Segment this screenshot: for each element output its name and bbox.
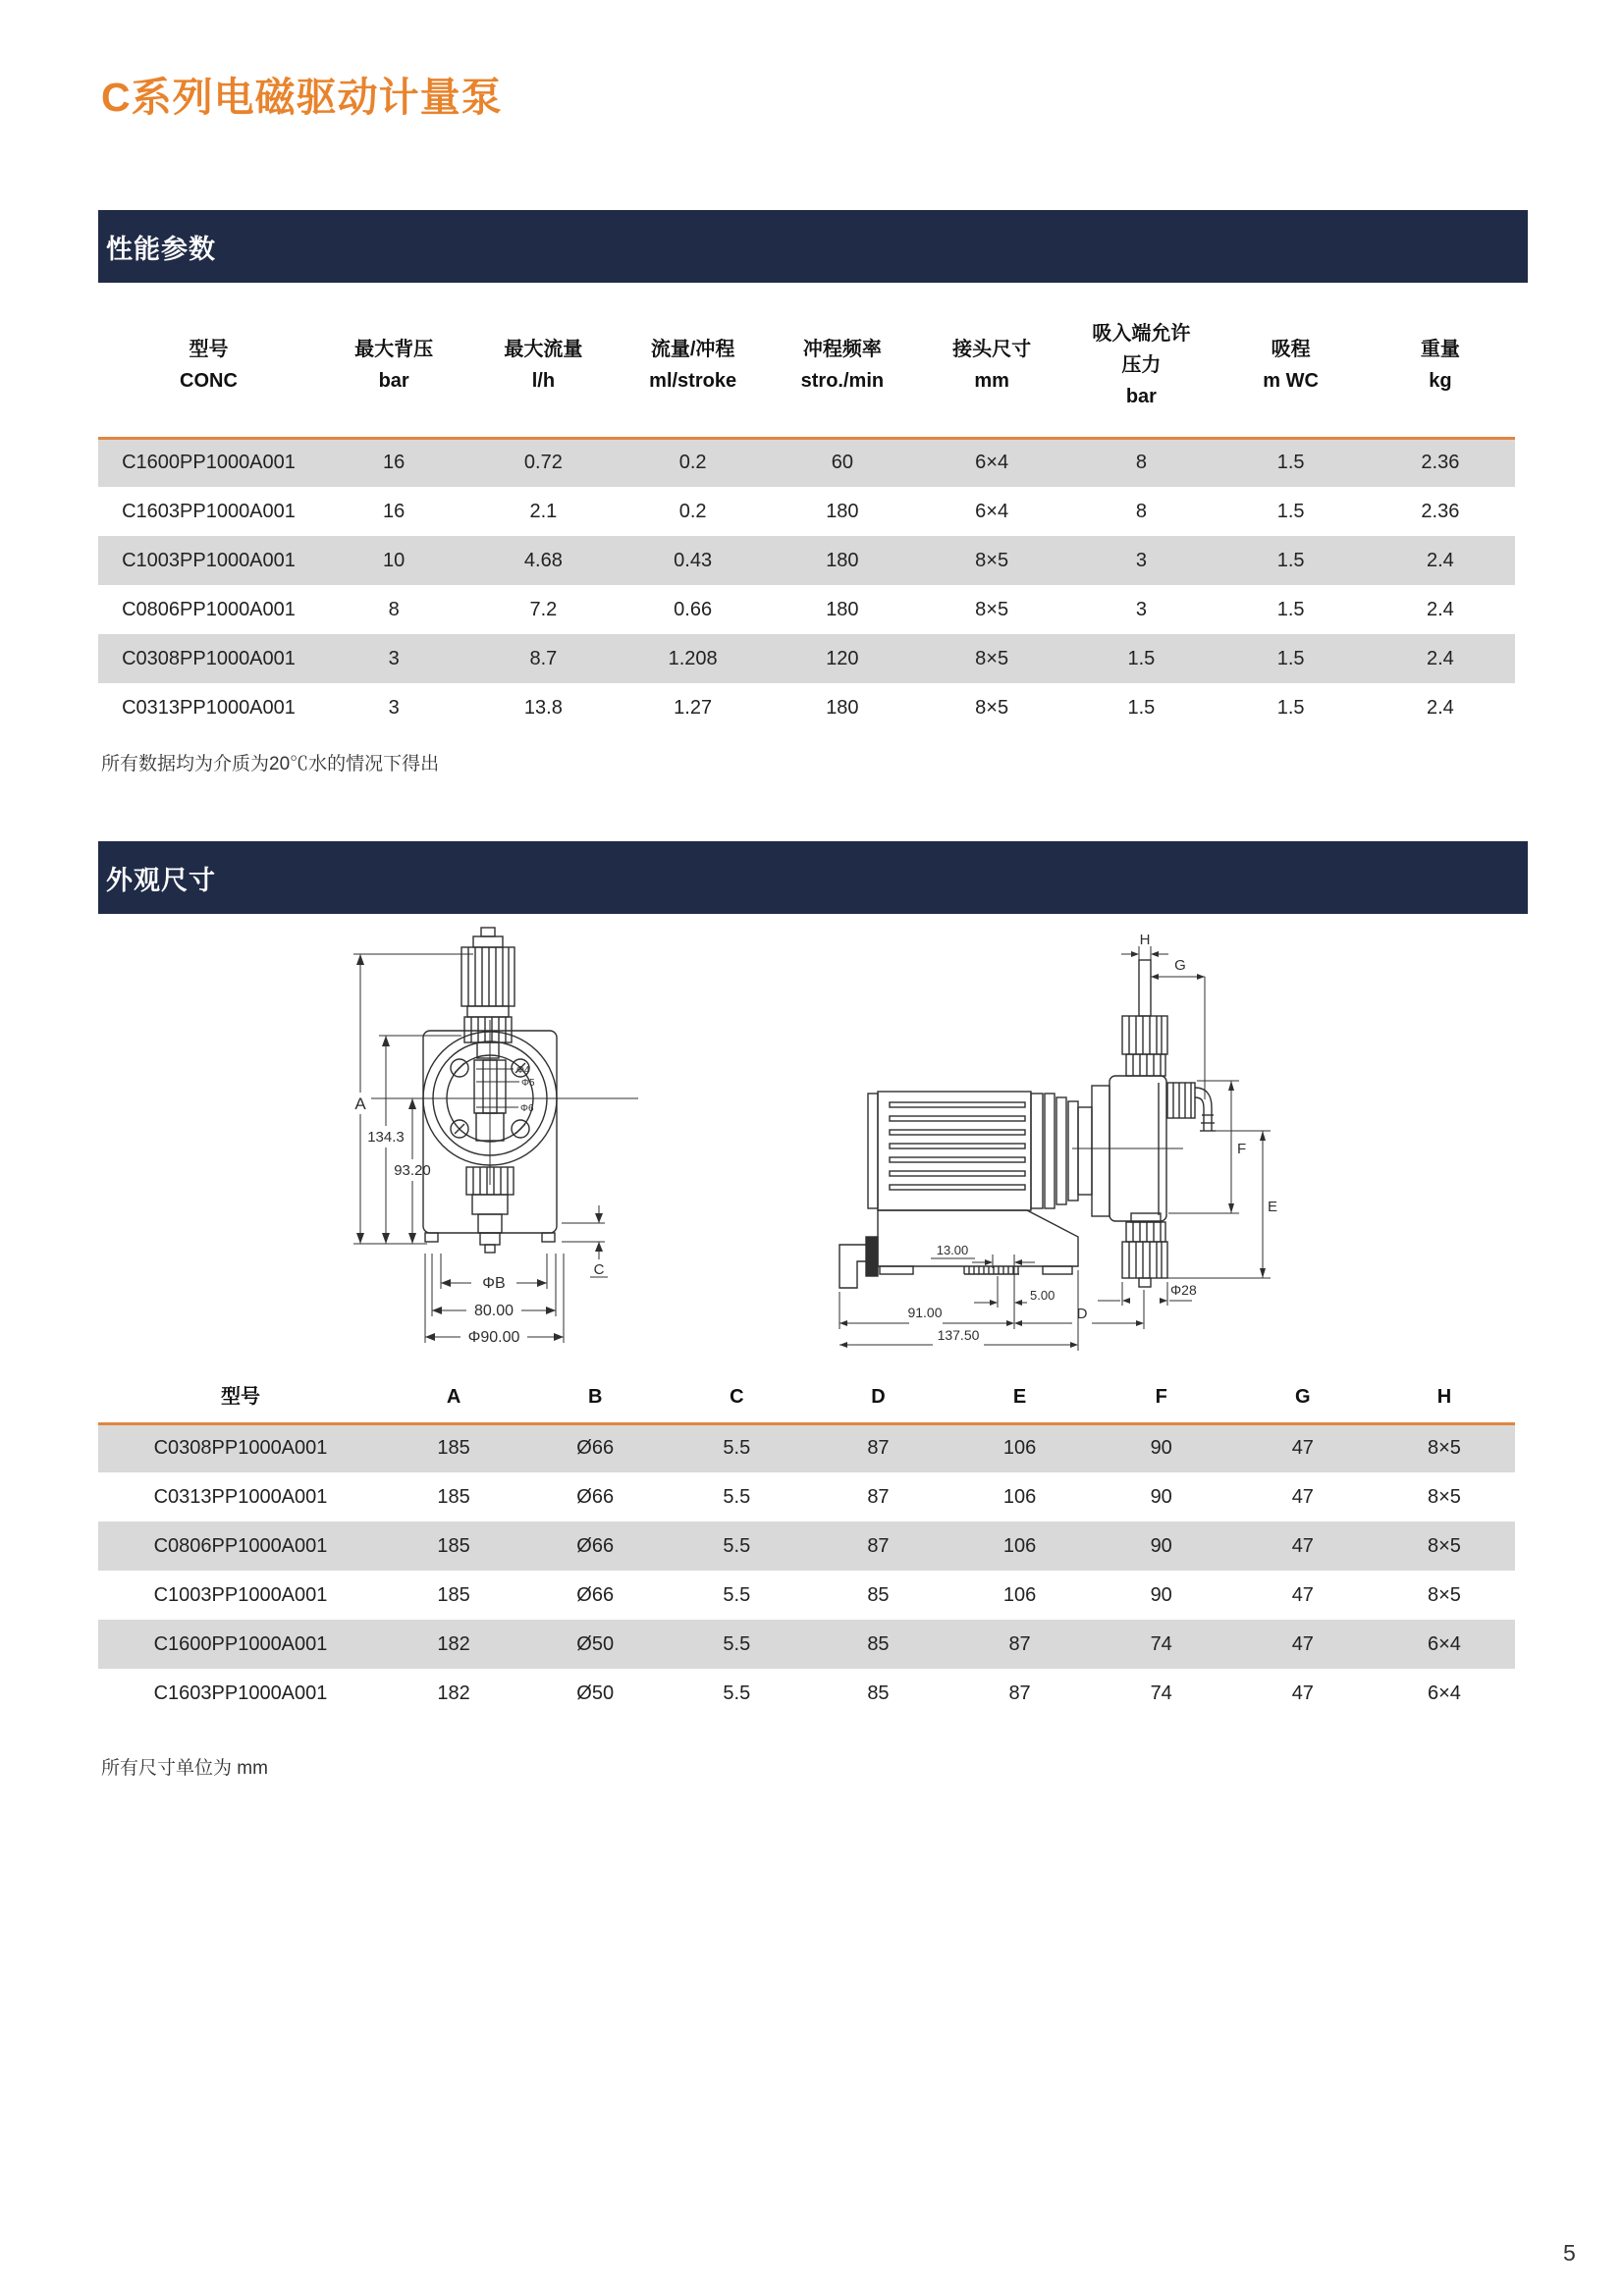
table-cell: 60 [831, 452, 853, 474]
table-cell: C1003PP1000A001 [122, 549, 296, 571]
table-row [98, 1472, 1515, 1522]
table-cell: 10 [383, 549, 406, 571]
dim-label-phib: ΦB [482, 1275, 506, 1292]
table-cell: 87 [867, 1437, 890, 1460]
table-cell: 2.4 [1426, 647, 1454, 669]
pump-side-view-drawing [815, 921, 1286, 1355]
table-cell: 180 [826, 598, 859, 620]
table-cell: 6×4 [975, 500, 1009, 522]
table-cell: 85 [867, 1682, 890, 1704]
table-cell: 90 [1150, 1485, 1172, 1508]
column-header: B [524, 1372, 666, 1423]
table-row [98, 1522, 1515, 1571]
table-cell: 6×4 [975, 452, 1009, 474]
header-row [98, 1372, 1515, 1423]
table-cell: C1600PP1000A001 [122, 452, 296, 474]
column-header: E [949, 1372, 1091, 1423]
table-cell: 1.5 [1276, 696, 1305, 719]
table-cell: 8×5 [1427, 1583, 1461, 1606]
table-cell: 185 [437, 1583, 470, 1606]
table-cell: 8 [1135, 452, 1147, 474]
table-cell: 90 [1150, 1534, 1172, 1557]
dimensions-table-body [98, 1423, 1515, 1718]
column-header: 最大流量 l/h [468, 294, 618, 438]
table-cell: 0.43 [674, 549, 713, 571]
table-cell: Ø66 [576, 1534, 615, 1557]
table-cell: 16 [383, 500, 406, 522]
table-cell: 8.7 [529, 647, 558, 669]
column-header: 吸程 m WC [1217, 294, 1366, 438]
table-row [98, 1620, 1515, 1669]
column-header: A [383, 1372, 524, 1423]
table-cell: 8×5 [1427, 1485, 1461, 1508]
table-cell: 1.27 [674, 696, 713, 719]
table-cell: Ø66 [576, 1583, 615, 1606]
table-cell: 106 [1002, 1534, 1037, 1557]
dim-label-a: A [354, 1095, 366, 1113]
table-row [98, 438, 1515, 487]
table-cell: Ø50 [576, 1682, 615, 1704]
table-cell: 1.5 [1127, 696, 1156, 719]
table-cell: 5.5 [723, 1583, 751, 1606]
table-cell: C0313PP1000A001 [122, 696, 296, 719]
performance-table-body [98, 438, 1515, 732]
dim-label-13: 13.00 [936, 1243, 969, 1257]
table-cell: 47 [1291, 1583, 1314, 1606]
table-cell: 180 [826, 696, 859, 719]
table-cell: 3 [388, 696, 400, 719]
page-number: 5 [1563, 2240, 1576, 2266]
table-cell: 0.72 [523, 452, 563, 474]
column-header: 冲程频率 stro./min [768, 294, 917, 438]
table-cell: C0806PP1000A001 [153, 1534, 328, 1557]
table-cell: 8×5 [975, 647, 1009, 669]
table-row [98, 634, 1515, 683]
performance-table-header [98, 294, 1515, 438]
dim-label-h: H [1139, 932, 1151, 948]
table-cell: 8×5 [975, 549, 1009, 571]
table-cell: 3 [1135, 549, 1147, 571]
table-row [98, 536, 1515, 585]
table-cell: 106 [1002, 1437, 1037, 1460]
table-cell: 180 [826, 500, 859, 522]
dim-label-e: E [1268, 1199, 1278, 1215]
column-header: F [1091, 1372, 1232, 1423]
table-cell: 4.68 [523, 549, 563, 571]
header-row [98, 294, 1515, 438]
column-header: 型号 CONC [98, 294, 319, 438]
dim-label-91: 91.00 [907, 1305, 943, 1320]
table-cell: 185 [437, 1437, 470, 1460]
table-cell: 87 [867, 1485, 890, 1508]
table-cell: C0806PP1000A001 [122, 598, 296, 620]
dim-label-93: 93.20 [394, 1162, 431, 1179]
table-cell: 2.4 [1426, 549, 1454, 571]
table-cell: 182 [437, 1682, 470, 1704]
table-cell: Ø66 [576, 1437, 615, 1460]
table-row [98, 487, 1515, 536]
table-cell: 47 [1291, 1632, 1314, 1655]
table-cell: C0308PP1000A001 [122, 647, 296, 669]
column-header: C [666, 1372, 807, 1423]
table-cell: 47 [1291, 1437, 1314, 1460]
table-cell: 2.1 [529, 500, 558, 522]
dim-label-phi28: Φ28 [1170, 1282, 1197, 1298]
performance-table [98, 294, 1515, 732]
table-cell: 5.5 [723, 1632, 751, 1655]
dim-label-137: 137.50 [937, 1327, 980, 1343]
dim-label-90: Φ90.00 [467, 1329, 520, 1346]
table-cell: C1003PP1000A001 [153, 1583, 328, 1606]
table-cell: 87 [1008, 1682, 1031, 1704]
table-cell: 182 [437, 1632, 470, 1655]
dim-label-80: 80.00 [473, 1303, 514, 1319]
table-cell: 1.5 [1276, 647, 1305, 669]
table-cell: 85 [867, 1583, 890, 1606]
table-cell: 8×5 [1427, 1534, 1461, 1557]
table-cell: 8 [388, 598, 400, 620]
table-cell: 2.4 [1426, 598, 1454, 620]
table-cell: Ø66 [576, 1485, 615, 1508]
table-cell: C0313PP1000A001 [153, 1485, 328, 1508]
table-cell: 3 [388, 647, 400, 669]
table-cell: 1.5 [1276, 500, 1305, 522]
table-cell: 47 [1291, 1534, 1314, 1557]
table-cell: 8×5 [975, 598, 1009, 620]
table-cell: 6×4 [1427, 1632, 1461, 1655]
table-cell: 5.5 [723, 1485, 751, 1508]
table-cell: 1.5 [1276, 549, 1305, 571]
section-heading-text: 外观尺寸 [106, 865, 216, 895]
column-header: 重量 kg [1366, 294, 1515, 438]
table-cell: 1.5 [1127, 647, 1156, 669]
column-header: 最大背压 bar [319, 294, 468, 438]
column-header: 吸入端允许 压力 bar [1066, 294, 1216, 438]
table-cell: 74 [1150, 1632, 1172, 1655]
page-title: C系列电磁驱动计量泵 [101, 75, 503, 120]
table-cell: 90 [1150, 1437, 1172, 1460]
dim-label-c: C [593, 1261, 605, 1278]
table-cell: 47 [1291, 1485, 1314, 1508]
dimensions-table-header [98, 1372, 1515, 1423]
table-row [98, 1669, 1515, 1718]
column-header: 接头尺寸 mm [917, 294, 1066, 438]
table-cell: 85 [867, 1632, 890, 1655]
dim-label-134: 134.3 [367, 1129, 405, 1146]
column-header: H [1374, 1372, 1515, 1423]
table-cell: C0308PP1000A001 [153, 1437, 328, 1460]
table-cell: 16 [383, 452, 406, 474]
table-cell: 2.36 [1421, 500, 1460, 522]
pump-front-view-drawing [226, 926, 648, 1355]
table-cell: 2.4 [1426, 696, 1454, 719]
table-cell: 120 [826, 647, 859, 669]
table-cell: 90 [1150, 1583, 1172, 1606]
table-cell: 5.5 [723, 1534, 751, 1557]
table-cell: C1600PP1000A001 [153, 1632, 328, 1655]
dim-label-phi4: Φ4 [516, 1065, 530, 1076]
dim-label-phi5: Φ5 [521, 1078, 535, 1089]
dimensions-note: 所有尺寸单位为 mm [101, 1758, 268, 1779]
section-heading-text: 性能参数 [106, 234, 216, 264]
table-cell: 5.5 [723, 1682, 751, 1704]
table-cell: 0.2 [678, 452, 707, 474]
table-row [98, 683, 1515, 732]
section-header-performance [98, 210, 1528, 283]
dim-label-f: F [1237, 1141, 1247, 1157]
table-cell: 180 [826, 549, 859, 571]
table-cell: 47 [1291, 1682, 1314, 1704]
table-cell: 3 [1135, 598, 1147, 620]
table-cell: C1603PP1000A001 [153, 1682, 328, 1704]
table-cell: 1.5 [1276, 452, 1305, 474]
table-cell: 2.36 [1421, 452, 1460, 474]
dim-label-phi6: Φ6 [520, 1103, 534, 1114]
table-cell: 7.2 [529, 598, 558, 620]
table-cell: 8×5 [1427, 1437, 1461, 1460]
dim-label-5: 5.00 [1030, 1288, 1056, 1303]
table-cell: 74 [1150, 1682, 1172, 1704]
table-cell: 0.66 [674, 598, 713, 620]
dimensions-table [98, 1372, 1515, 1718]
dim-label-g: G [1174, 957, 1186, 974]
dim-label-d: D [1076, 1306, 1088, 1322]
table-cell: 185 [437, 1485, 470, 1508]
table-cell: 0.2 [678, 500, 707, 522]
performance-note: 所有数据均为介质为20℃水的情况下得出 [101, 754, 440, 774]
section-header-dimensions [98, 841, 1528, 914]
table-cell: Ø50 [576, 1632, 615, 1655]
table-cell: 8×5 [975, 696, 1009, 719]
table-cell: C1603PP1000A001 [122, 500, 296, 522]
table-cell: 185 [437, 1534, 470, 1557]
table-row [98, 585, 1515, 634]
table-cell: 106 [1002, 1583, 1037, 1606]
table-cell: 1.5 [1276, 598, 1305, 620]
table-cell: 87 [1008, 1632, 1031, 1655]
table-cell: 6×4 [1427, 1682, 1461, 1704]
table-cell: 106 [1002, 1485, 1037, 1508]
column-header: 型号 [98, 1372, 383, 1423]
column-header: 流量/冲程 ml/stroke [619, 294, 768, 438]
column-header: G [1232, 1372, 1374, 1423]
table-cell: 8 [1135, 500, 1147, 522]
table-cell: 13.8 [523, 696, 563, 719]
table-row [98, 1571, 1515, 1620]
column-header: D [807, 1372, 948, 1423]
table-cell: 5.5 [723, 1437, 751, 1460]
table-row [98, 1423, 1515, 1472]
table-cell: 1.208 [668, 647, 718, 669]
table-cell: 87 [867, 1534, 890, 1557]
